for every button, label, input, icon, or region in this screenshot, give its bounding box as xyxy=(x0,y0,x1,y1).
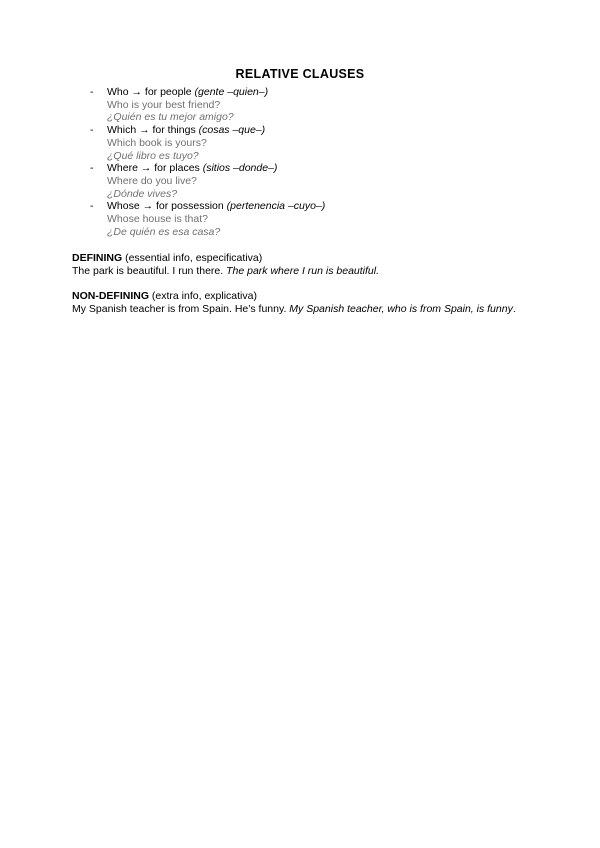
bullet-dash: - xyxy=(90,200,94,213)
example-tail: . xyxy=(512,302,516,315)
example-english: Which book is yours? xyxy=(107,136,207,149)
non-defining-section xyxy=(72,290,522,316)
item-head: Where → for places xyxy=(107,162,203,175)
section-note: (essential info, especificativa) xyxy=(122,252,263,264)
example-italic: My Spanish teacher, who is from Spain, is funny xyxy=(289,302,513,315)
item-head: Which → for things xyxy=(107,124,199,137)
section-label: DEFINING xyxy=(72,252,123,264)
list-item-where xyxy=(90,162,530,200)
example-plain: My Spanish teacher is from Spain. He’s funny. xyxy=(72,302,290,315)
item-heading xyxy=(107,124,530,137)
example-english: Who is your best friend? xyxy=(107,98,221,111)
section-example xyxy=(72,303,522,316)
section-example xyxy=(72,265,522,278)
section-label: NON-DEFINING xyxy=(72,290,149,302)
list-item-whose xyxy=(90,200,530,238)
section-heading xyxy=(72,252,522,265)
example-english: Whose house is that? xyxy=(107,213,208,226)
example-plain: The park is beautiful. I run there. xyxy=(72,264,227,277)
item-gloss: (sitios –donde–) xyxy=(202,162,278,175)
example-spanish: ¿De quién es esa casa? xyxy=(107,225,221,238)
example-spanish: ¿Quién es tu mejor amigo? xyxy=(107,111,234,124)
item-gloss: (cosas –que–) xyxy=(198,124,266,137)
list-item-who xyxy=(90,86,530,124)
section-heading xyxy=(72,290,522,303)
bullet-dash: - xyxy=(90,124,94,137)
relative-pronoun-list xyxy=(90,86,530,238)
section-note: (extra info, explicativa) xyxy=(149,290,257,302)
bullet-dash: - xyxy=(90,86,94,98)
item-gloss: (pertenencia –cuyo–) xyxy=(226,200,326,213)
list-item-which xyxy=(90,124,530,162)
item-heading xyxy=(107,86,530,99)
defining-section xyxy=(72,252,522,278)
page-title: RELATIVE CLAUSES xyxy=(235,67,365,81)
bullet-dash: - xyxy=(90,162,94,175)
example-english: Where do you live? xyxy=(107,174,197,187)
example-spanish: ¿Dónde vives? xyxy=(107,187,178,200)
item-gloss: (gente –quien–) xyxy=(194,86,269,98)
example-italic: The park where I run is beautiful. xyxy=(226,264,380,277)
item-head: Who → for people xyxy=(107,86,195,98)
example-spanish: ¿Qué libro es tuyo? xyxy=(107,149,199,162)
item-head: Whose → for possession xyxy=(107,200,227,213)
item-heading xyxy=(107,162,530,175)
item-heading xyxy=(107,200,530,213)
